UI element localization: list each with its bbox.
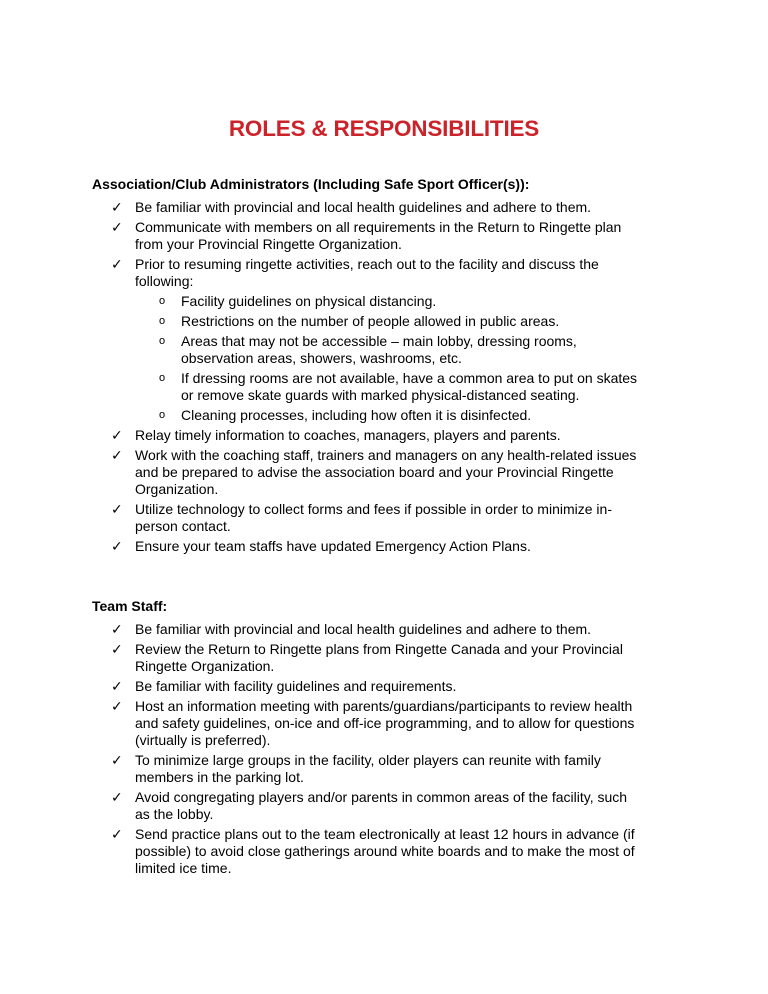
page-title: ROLES & RESPONSIBILITIES bbox=[228, 116, 540, 141]
checkmark-icon: ✓ bbox=[111, 256, 123, 272]
list-item-text: possible) to avoid close gatherings around white boards and to make the most of bbox=[135, 843, 635, 859]
sub-bullet-icon: o bbox=[159, 409, 166, 421]
sub-bullet-icon: o bbox=[159, 372, 166, 384]
sub-list-item-text: If dressing rooms are not available, have a common area to put on skates bbox=[181, 370, 638, 386]
sub-list-item-text: or remove skate guards with marked physical-distanced seating. bbox=[181, 387, 580, 403]
list-item-text: and safety guidelines, on-ice and off-ice programming, and to allow for questions bbox=[135, 715, 635, 731]
list-item-text: Relay timely information to coaches, managers, players and parents. bbox=[135, 427, 561, 443]
list-item-text: Communicate with members on all requirements in the Return to Ringette plan bbox=[135, 219, 622, 235]
list-item-text: Avoid congregating players and/or parents in common areas of the facility, such bbox=[135, 789, 628, 805]
list-item-text: members in the parking lot. bbox=[135, 769, 304, 785]
list-item-text: Ensure your team staffs have updated Emergency Action Plans. bbox=[135, 538, 531, 554]
sub-bullet-icon: o bbox=[159, 335, 166, 347]
checkmark-icon: ✓ bbox=[111, 447, 123, 463]
list-item-text: To minimize large groups in the facility, older players can reunite with family bbox=[135, 752, 601, 768]
list-item-text: Be familiar with facility guidelines and requirements. bbox=[135, 678, 457, 694]
list-item-text: as the lobby. bbox=[135, 806, 214, 822]
checkmark-icon: ✓ bbox=[111, 621, 123, 637]
list-item-text: Be familiar with provincial and local health guidelines and adhere to them. bbox=[135, 199, 592, 215]
list-item-text: Utilize technology to collect forms and fees if possible in order to minimize in- bbox=[135, 501, 612, 517]
list-item-text: Work with the coaching staff, trainers and managers on any health-related issues bbox=[135, 447, 637, 463]
sub-list-item-text: Areas that may not be accessible – main lobby, dressing rooms, bbox=[181, 333, 577, 349]
list-item-text: from your Provincial Ringette Organization. bbox=[135, 236, 402, 252]
checkmark-icon: ✓ bbox=[111, 752, 123, 768]
checkmark-icon: ✓ bbox=[111, 427, 123, 443]
section-administrators-heading: Association/Club Administrators (Including Safe Sport Officer(s)): bbox=[92, 176, 530, 192]
sub-list-item-text: Facility guidelines on physical distancing. bbox=[181, 293, 437, 309]
list-item-text: Review the Return to Ringette plans from Ringette Canada and your Provincial bbox=[135, 641, 623, 657]
checkmark-icon: ✓ bbox=[111, 826, 123, 842]
sub-bullet-icon: o bbox=[159, 315, 166, 327]
sub-bullet-icon: o bbox=[159, 295, 166, 307]
checkmark-icon: ✓ bbox=[111, 501, 123, 517]
list-item-text: Organization. bbox=[135, 481, 219, 497]
list-item-text: limited ice time. bbox=[135, 860, 232, 876]
list-item-text: Host an information meeting with parents/guardians/participants to review health bbox=[135, 698, 633, 714]
sub-list-item-text: observation areas, showers, washrooms, etc. bbox=[181, 350, 462, 366]
list-item-text: and be prepared to advise the association board and your Provincial Ringette bbox=[135, 464, 614, 480]
list-item-text: Be familiar with provincial and local health guidelines and adhere to them. bbox=[135, 621, 592, 637]
list-item-text: person contact. bbox=[135, 518, 231, 534]
checkmark-icon: ✓ bbox=[111, 698, 123, 714]
list-item-text: Prior to resuming ringette activities, reach out to the facility and discuss the bbox=[135, 256, 599, 272]
list-item-text: Send practice plans out to the team electronically at least 12 hours in advance (if bbox=[135, 826, 635, 842]
list-item-text: Ringette Organization. bbox=[135, 658, 275, 674]
checkmark-icon: ✓ bbox=[111, 789, 123, 805]
list-item-text: (virtually is preferred). bbox=[135, 732, 271, 748]
checkmark-icon: ✓ bbox=[111, 219, 123, 235]
checkmark-icon: ✓ bbox=[111, 678, 123, 694]
sub-list-item-text: Cleaning processes, including how often it is disinfected. bbox=[181, 407, 532, 423]
checkmark-icon: ✓ bbox=[111, 199, 123, 215]
sub-list-item-text: Restrictions on the number of people allowed in public areas. bbox=[181, 313, 560, 329]
checkmark-icon: ✓ bbox=[111, 641, 123, 657]
checkmark-icon: ✓ bbox=[111, 538, 123, 554]
section-team-staff-heading: Team Staff: bbox=[92, 598, 168, 614]
list-item-text: following: bbox=[135, 273, 194, 289]
